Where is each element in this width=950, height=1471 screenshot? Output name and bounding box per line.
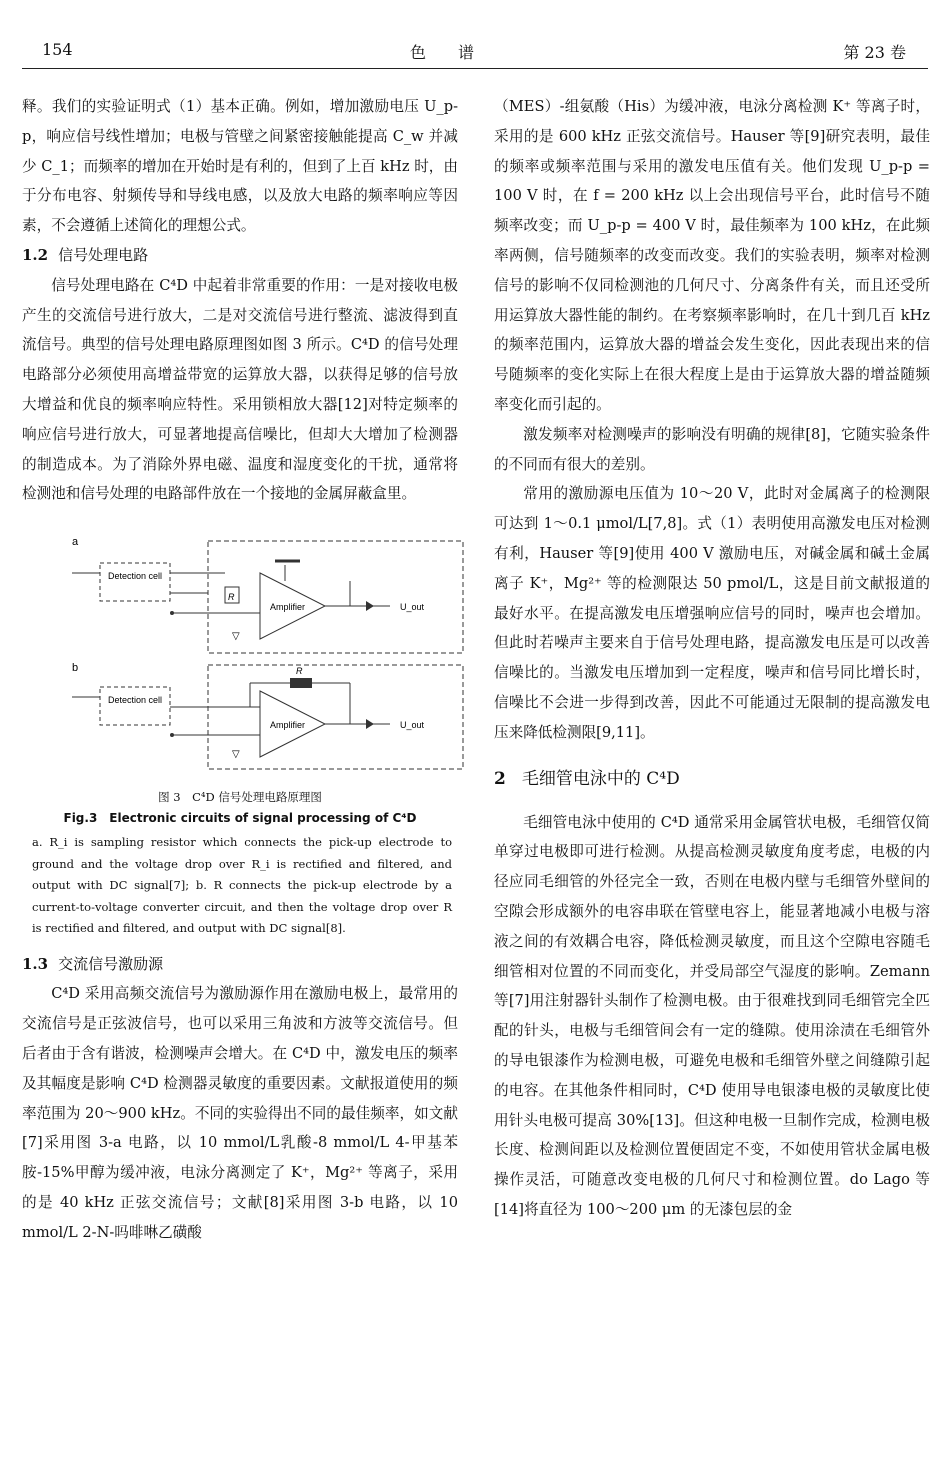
section-heading-1-3: [22, 950, 458, 980]
resistor-a-label: R: [228, 592, 235, 603]
section-title: 信号处理电路: [58, 245, 149, 264]
paragraph: C⁴D 采用高频交流信号为激励源作用在激励电极上，最常用的交流信号是正弦波信号，也可以采用三角波和方波等交流信号。但后者由于含有谐波，检测噪声会增大。在 C⁴D 中，激发电压的频率及其幅度是影响 C⁴D 检测器灵敏度的重要因素。文献报道使用的频率范围为 20～900 kHz。不同的实验得出不同的最佳频率，如文献[7]采用图 3-a 电路，以 10 mmol/L乳酸-8 mmol/L 4-甲基苯胺-15%甲醇为缓冲液，电泳分离测定了 K⁺，Mg²⁺ 等离子，采用的是 40 kHz 正弦交流信号；文献[8]采用图 3-b 电路，以 10 mmol/L 2-N-吗啡啉乙磺酸: [22, 985, 458, 1241]
shield-box-b: [208, 665, 463, 769]
figure-caption-cn: 图 3 C⁴D 信号处理电路原理图: [158, 790, 322, 805]
detection-cell-a: [100, 563, 170, 601]
panel-label-a: a: [72, 536, 79, 549]
figure-caption-en: Fig.3 Electronic circuits of signal processing of C⁴D: [63, 811, 417, 826]
journal-title: 色 谱: [410, 43, 475, 62]
left-column: [22, 92, 458, 1248]
volume-label: 第 23 卷: [843, 43, 906, 62]
paragraph: （MES）-组氨酸（His）为缓冲液，电泳分离检测 K⁺ 等离子时，采用的是 600 kHz 正弦交流信号。Hauser 等[9]研究表明，最佳的频率或频率范围与采用的激发电压值有关。他们发现 U_p-p = 100 V 时，在 f = 200 kHz 以上会出现信号平台，此时信号不随频率改变；而 U_p-p = 400 V 时，最佳频率为 100 kHz，在此频率两侧，信号随频率的改变而改变。我们的实验表明，频率对检测信号的影响不仅同检测池的几何尺寸、分离条件有关，而且还受所用运算放大器性能的制约。在考察频率影响时，在几十到几百 kHz 的频率范围内，运算放大器的增益会发生变化，因此表现出来的信号随频率的变化实际上在很大程度上是由于运算放大器的增益随频率变化而引起的。: [494, 98, 930, 413]
resistor-b-label: R: [296, 666, 303, 677]
section-heading-1-2: [22, 241, 458, 271]
detection-cell-b-label: Detection cell: [107, 695, 163, 706]
section-number: 2: [494, 768, 506, 789]
paragraph: 常用的激励源电压值为 10～20 V，此时对金属离子的检测限可达到 1～0.1 μmol/L[7,8]。式（1）表明使用高激发电压对检测有利，Hauser 等[9]使用 400 V 激励电压，对碱金属和碱土金属离子 K⁺，Mg²⁺ 等的检测限达 50 pmol/L，这是目前文献报道的最好水平。在提高激发电压增强响应信号的同时，噪声也会增加。但此时若噪声主要来自于信号处理电路，提高激发电压是可以改善信噪比的。当激发电压增加到一定程度，噪声和信号同比增长时，信噪比不会进一步得到改善，因此不可能通过无限制的提高激发电压来降低检测限[9,11]。: [494, 485, 930, 741]
svg-text:▽: ▽: [232, 749, 240, 761]
page-header: [22, 38, 928, 69]
amplifier-b-label: Amplifier: [270, 720, 306, 731]
paragraph: 信号处理电路在 C⁴D 中起着非常重要的作用：一是对接收电极产生的交流信号进行放大，二是对交流信号进行整流、滤波得到直流信号。典型的信号处理电路原理图如图 3 所示。C⁴D 的信号处理电路部分必须使用高增益带宽的运算放大器，以获得足够的信号放大增益和优良的频率响应特性。采用锁相放大器[12]对特定频率的响应信号进行放大，可显著地提高信噪比，但却大大增加了检测器的制造成本。为了消除外界电磁、温度和湿度变化的干扰，通常将检测池和信号处理的电路部件放在一个接地的金属屏蔽盒里。: [22, 276, 458, 503]
paragraph: 毛细管电泳中使用的 C⁴D 通常采用金属管状电极，毛细管仅简单穿过电极即可进行检测。从提高检测灵敏度角度考虑，电极的内径应同毛细管的外径完全一致，否则在电极内壁与毛细管外壁间的空隙会形成额外的电容串联在管壁电容上，能显著地减小电极与溶液之间的有效耦合电容，降低检测灵敏度，而且这个空隙电容随毛细管相对位置的不同而变化，并受局部空气湿度的影响。Zemann 等[7]用注射器针头制作了检测电极。由于很难找到同毛细管完全匹配的针头，电极与毛细管间会有一定的缝隙。使用涂渍在毛细管外的导电银漆作为检测电极，可避免电极和毛细管外壁之间缝隙引起的电容。在其他条件相同时，C⁴D 使用导电银漆电极的灵敏度比使用针头电极可提高 30%[13]。但这种电极一旦制作完成，检测电极长度、检测间距以及检测位置便固定不变，不如使用管状金属电极操作灵活，可随意改变电极的几何尺寸和检测位置。do Lago 等[14]将直径为 100～200 μm 的无漆包层的金: [494, 813, 930, 1218]
right-column: [494, 92, 930, 1225]
panel-label-b: b: [72, 662, 79, 675]
section-title: 毛细管电泳中的 C⁴D: [521, 768, 680, 789]
paragraph: 激发频率对检测噪声的影响没有明确的规律[8]，它随实验条件的不同而有很大的差别。: [494, 425, 930, 473]
detection-cell-b: [100, 687, 170, 725]
figure-note: a. R_i is sampling resistor which connects the pick-up electrode to ground and the voltage drop over R_i is rectified and filtered, and output with DC signal[7]; b. R connects the pick-up electrode by a current-to-voltage converter circuit, and then the voltage drop over R is rectified and filtered, and output with DC signal[8].: [32, 835, 452, 936]
page-number: 154: [42, 40, 73, 59]
circuit-diagram: [60, 521, 464, 779]
paragraph: 释。我们的实验证明式（1）基本正确。例如，增加激励电压 U_p-p，响应信号线性增加；电极与管壁之间紧密接触能提高 C_w 并减少 C_1；而频率的增加在开始时是有利的，但到了上百 kHz 时，由于分布电容、射频传导和导线电感，以及放大电路的频率响应等因素，不会遵循上述简化的理想公式。: [22, 98, 458, 235]
svg-text:▽: ▽: [232, 631, 240, 643]
section-heading-2: [494, 764, 930, 794]
output-a-label: U_out: [400, 602, 425, 613]
output-b-label: U_out: [400, 720, 425, 731]
figure-3: [22, 521, 458, 940]
amplifier-a-label: Amplifier: [270, 602, 306, 613]
section-title: 交流信号激励源: [58, 954, 164, 973]
section-number: 1.3: [22, 954, 49, 973]
section-number: 1.2: [22, 245, 49, 264]
shield-box-a: [208, 541, 463, 653]
detection-cell-a-label: Detection cell: [107, 571, 163, 582]
resistor-b: [290, 678, 312, 688]
